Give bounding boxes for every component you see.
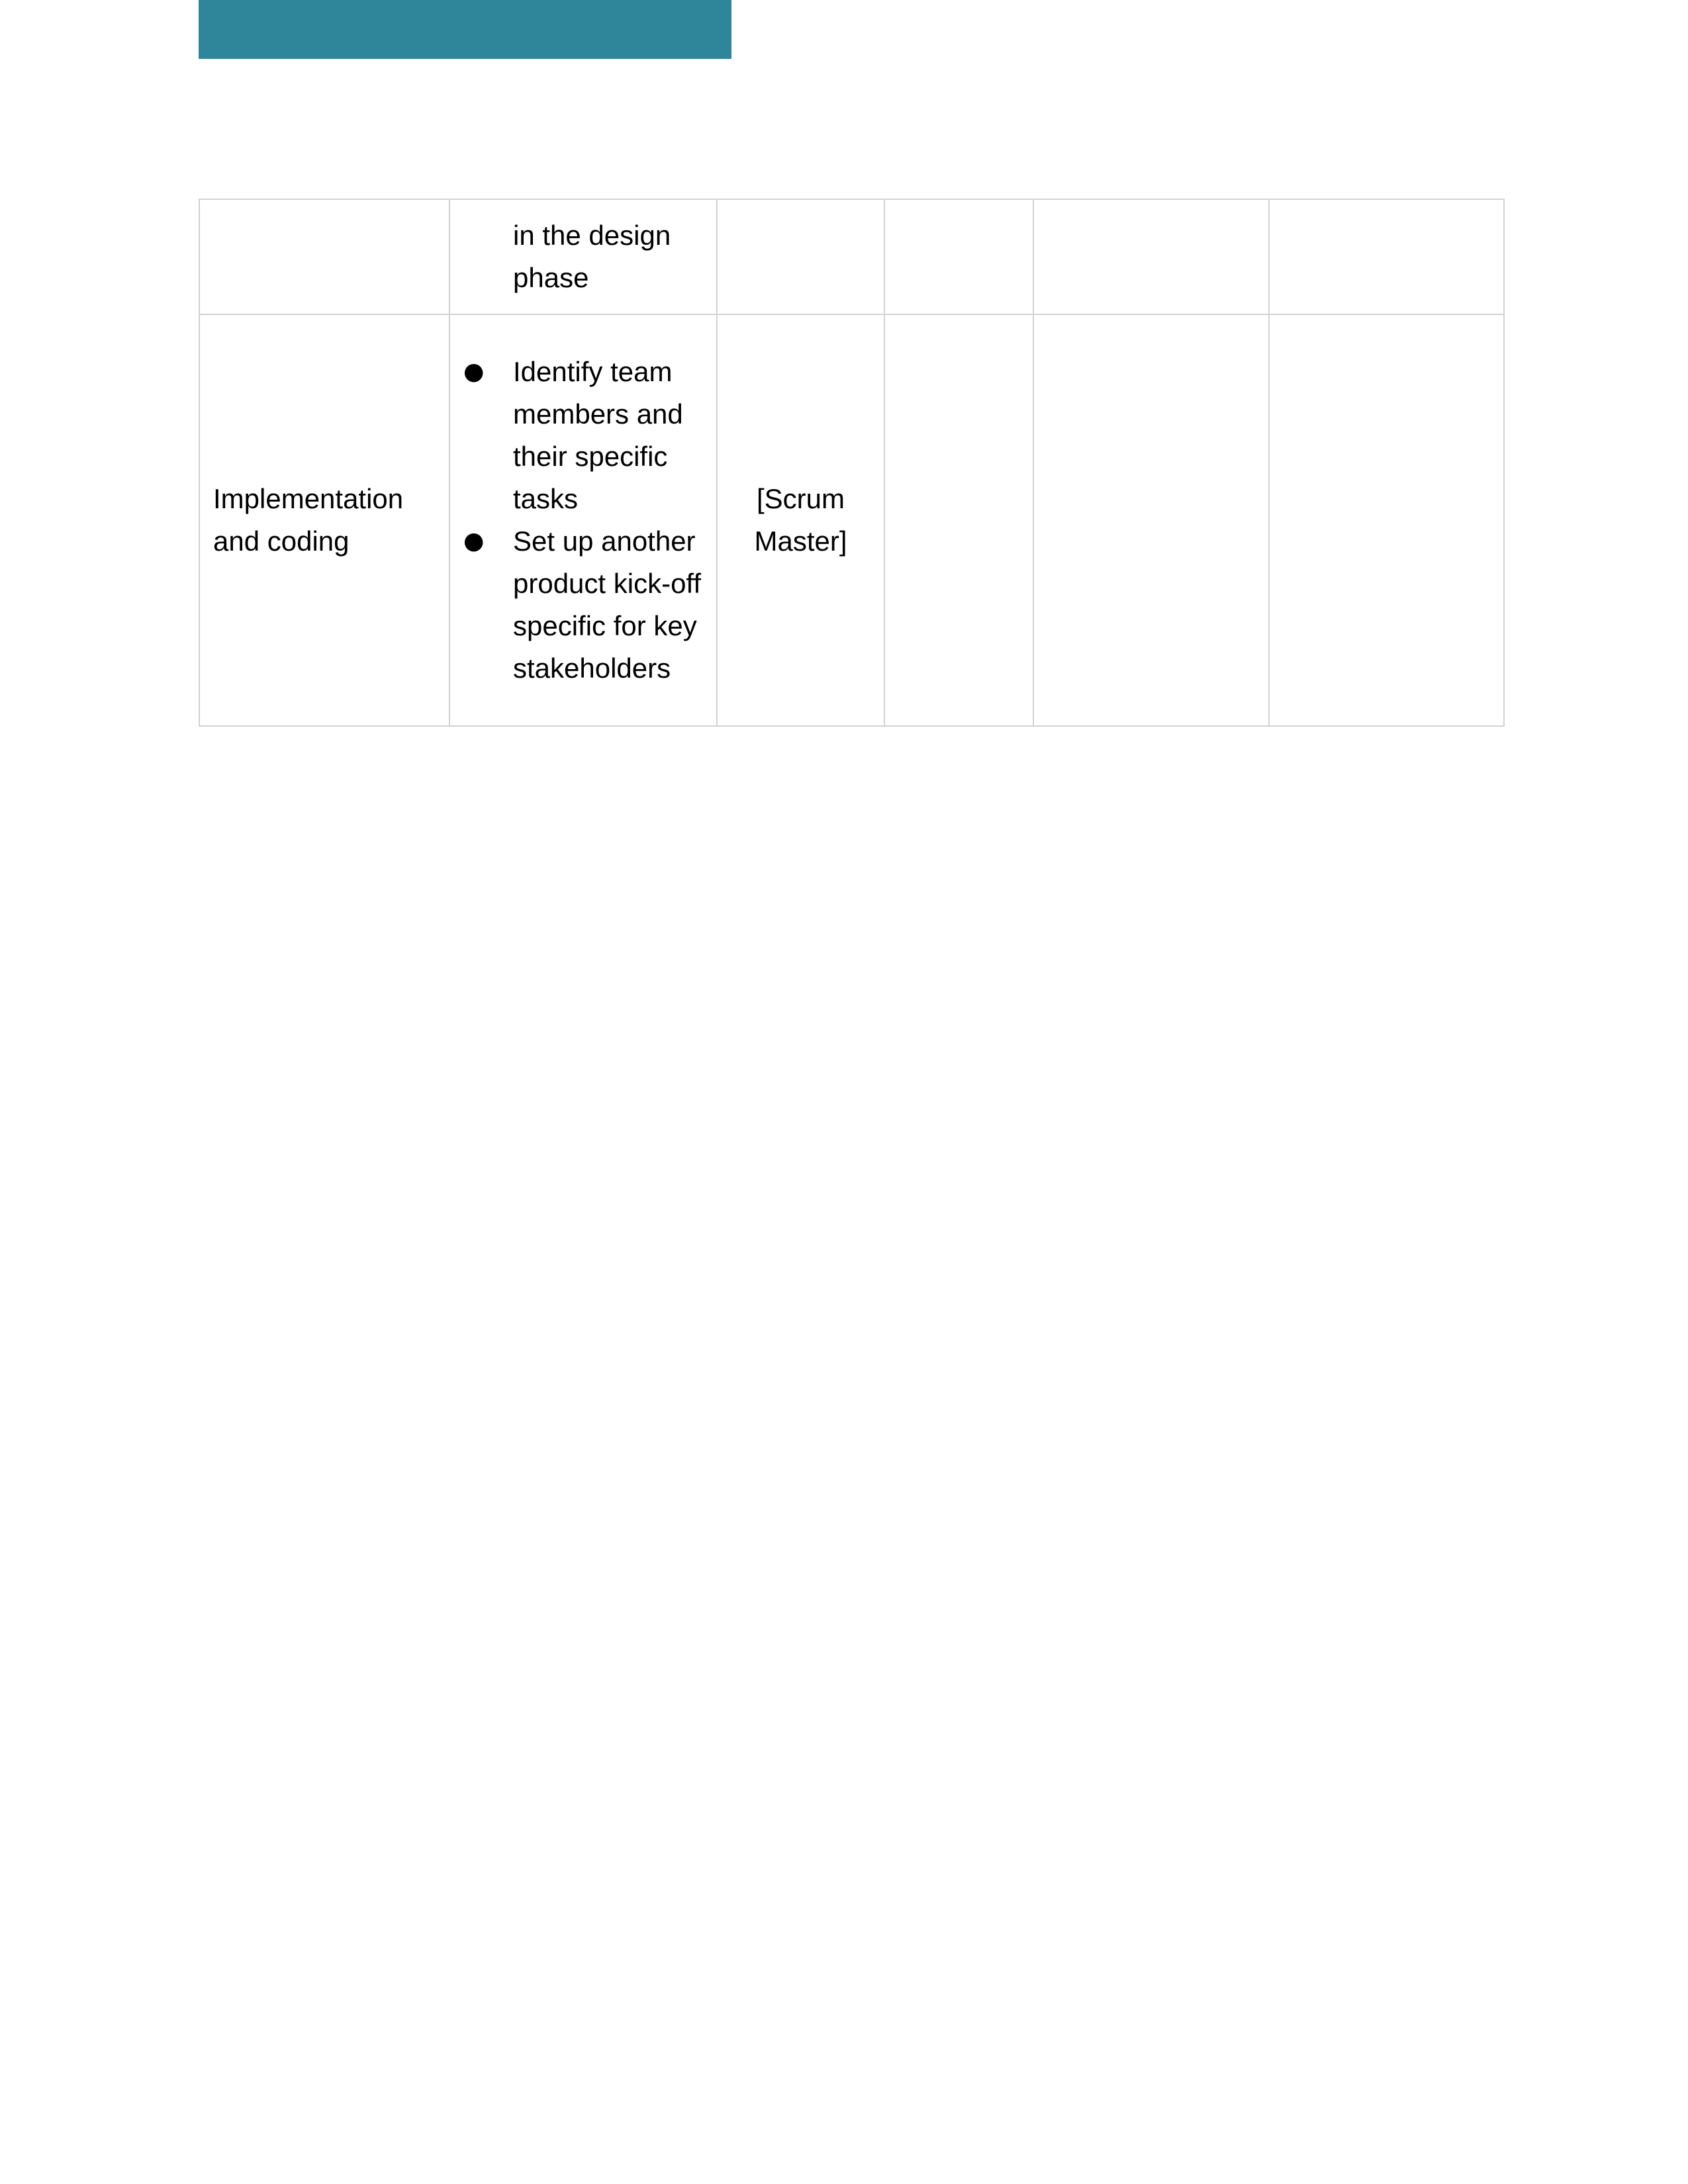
task-bullet-list (463, 351, 703, 690)
phase-text: Implementation and coding (213, 483, 404, 557)
bullet-icon: ● (463, 358, 485, 385)
project-plan-table (199, 199, 1505, 727)
table-row (199, 314, 1504, 726)
empty-cell (1033, 314, 1269, 726)
list-item (463, 520, 703, 690)
table-row (199, 199, 1504, 314)
task-text: Identify team members and their specific tasks (513, 356, 683, 514)
empty-cell (1269, 199, 1504, 314)
empty-cell (1269, 314, 1504, 726)
tasks-cell (449, 314, 717, 726)
phase-cell (199, 314, 449, 726)
empty-cell (884, 314, 1033, 726)
tasks-continued-text: in the design phase (513, 220, 671, 293)
empty-cell (1033, 199, 1269, 314)
task-text: Set up another product kick-off specific for key stakeholders (513, 525, 702, 684)
phase-cell (199, 199, 449, 314)
bullet-icon: ● (463, 527, 485, 555)
owner-cell (717, 199, 884, 314)
list-item (463, 351, 703, 520)
owner-cell (717, 314, 884, 726)
empty-cell (884, 199, 1033, 314)
tasks-cell (449, 199, 717, 314)
owner-text: [Scrum Master] (754, 483, 847, 557)
header-color-bar (199, 0, 731, 59)
